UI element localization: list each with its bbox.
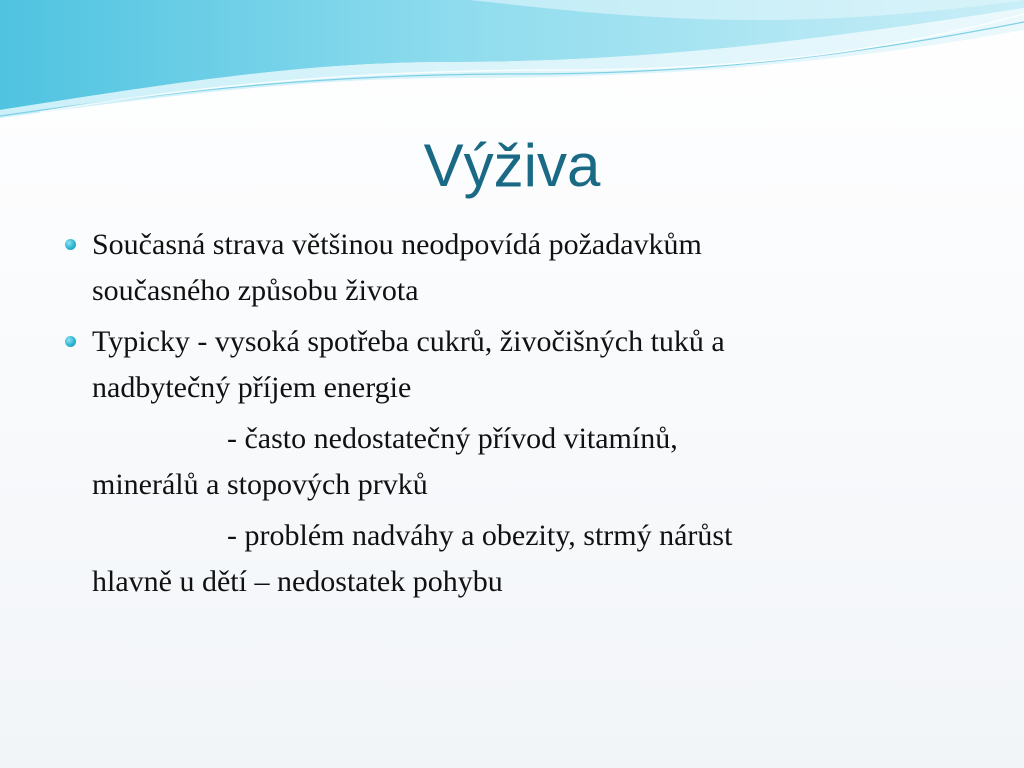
- paragraph-2-line-2: nadbytečný příjem energie: [92, 371, 412, 404]
- paragraph-4-line-2: hlavně u dětí – nedostatek pohybu: [92, 565, 503, 598]
- sub-paragraph-4: [62, 513, 962, 605]
- bullet-icon: [65, 336, 76, 347]
- sub-paragraph-3: [62, 416, 962, 508]
- paragraph-1-line-1: Současná strava většinou neodpovídá požadavkům: [92, 228, 702, 261]
- paragraph-3-line-2: minerálů a stopových prvků: [92, 468, 428, 501]
- paragraph-2-line-1: Typicky - vysoká spotřeba cukrů, živočišných tuků a: [92, 325, 725, 358]
- slide-title: Výživa: [423, 132, 601, 199]
- paragraph-3-line-1: - často nedostatečný přívod vitamínů,: [227, 422, 678, 455]
- paragraph-1-line-2: současného způsobu života: [92, 274, 419, 307]
- bullet-paragraph-1: [62, 222, 962, 314]
- bullet-paragraph-2: [62, 319, 962, 411]
- bullet-icon: [65, 239, 76, 250]
- paragraph-4-line-1: - problém nadváhy a obezity, strmý nárůst: [227, 519, 733, 552]
- slide-body: [62, 222, 962, 610]
- header-wave-decoration: [0, 0, 1024, 130]
